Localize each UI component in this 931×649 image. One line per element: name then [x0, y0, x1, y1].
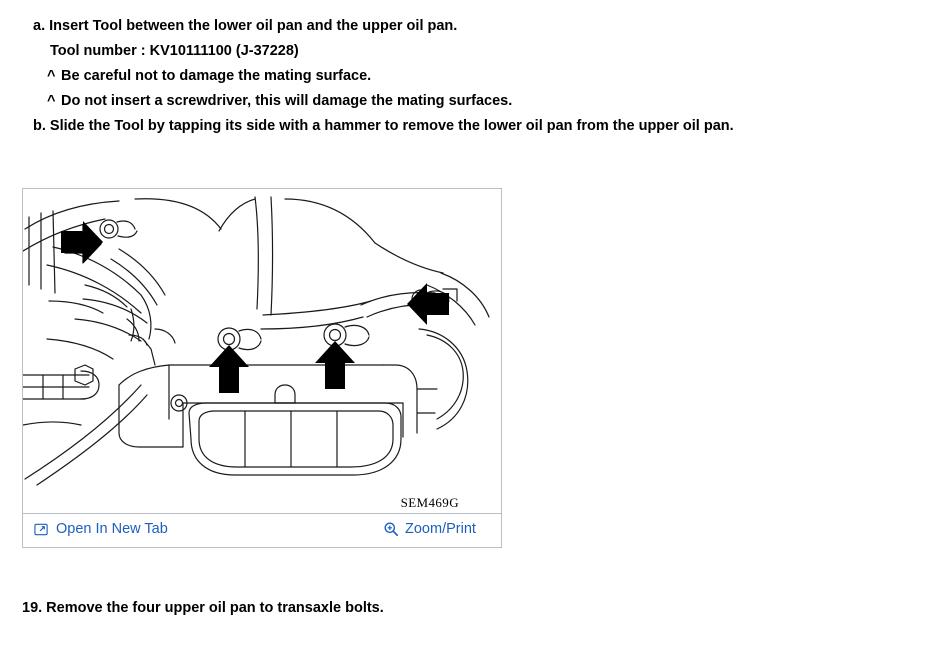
figure-illustration	[23, 189, 501, 514]
caret-icon: ^	[47, 93, 56, 109]
instruction-caution-2-text: Do not insert a screwdriver, this will damage the mating surfaces.	[61, 93, 513, 109]
instruction-line-caution-2	[0, 89, 900, 114]
zoom-print-button[interactable]	[383, 519, 476, 539]
instruction-caution-1-text: Be careful not to damage the mating surface.	[61, 68, 372, 84]
figure-panel	[22, 188, 502, 548]
oil-pan-diagram-svg	[23, 189, 501, 514]
open-in-new-tab-button[interactable]	[34, 519, 168, 539]
instruction-block	[0, 14, 900, 139]
new-tab-icon	[34, 522, 49, 537]
figure-code-label: SEM469G	[400, 495, 459, 510]
instruction-line-caution-1	[0, 64, 900, 89]
zoom-icon	[383, 521, 399, 537]
step-19-text: 19. Remove the four upper oil pan to transaxle bolts.	[22, 600, 384, 616]
figure-toolbar	[23, 513, 501, 547]
open-in-new-tab-label: Open In New Tab	[56, 521, 168, 537]
caret-icon: ^	[47, 68, 56, 84]
instruction-line-a: a. Insert Tool between the lower oil pan and the upper oil pan.	[33, 18, 458, 34]
zoom-print-label: Zoom/Print	[405, 521, 476, 537]
instruction-line-b: b. Slide the Tool by tapping its side with a hammer to remove the lower oil pan from the upper oil pan.	[33, 118, 734, 134]
instruction-line-tool-number: Tool number : KV10111100 (J-37228)	[50, 43, 299, 59]
